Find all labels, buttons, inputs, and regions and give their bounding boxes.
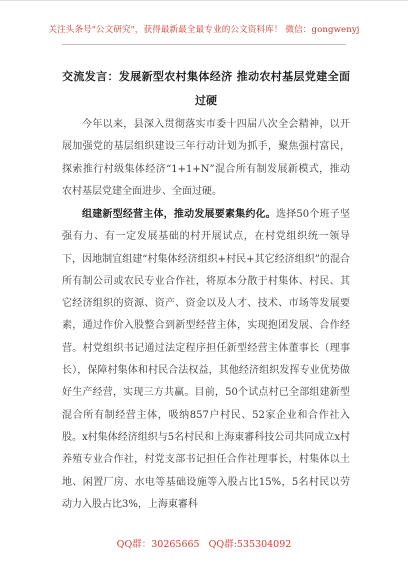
header-divider [62,44,346,45]
document-title: 交流发言：发展新型农村集体经济 推动农村基层党建全面过硬 [62,70,350,107]
body-paragraph [62,204,350,516]
footer-contact [0,536,408,550]
paragraph-heading: 组建新型经营主体，推动发展要素集约化。 [82,209,277,220]
paragraph-text: 今年以来，县深入贯彻落实市委十四届八次全会精神，以开展加强党的基层组织建设三年行动计划为抓手，聚焦强村富民，探索推行村级集体经济“1+1+N”混合所有制发展新模式，推动农村基层党建全面进步、全面过硬。 [62,119,350,197]
qq-group-1: QQ群：30265665 [116,539,200,550]
qq-group-2: QQ群:535304092 [208,539,292,550]
body-paragraph [62,114,350,203]
header-promo-note: 关注头条号"公文研究"，获得最新最全最专业的公文资料库！ 微信：gongwenyj [48,25,360,35]
paragraph-text: 选择50个班子坚强有力、有一定发展基础的村开展试点，在村党组织统一领导下，因地制宜组建“村集体经济组织+村民+其它经济组织”的混合所有制公司或农民专业合作社，将原本分散于村集体、村民、其它经济组织的资源、资产、资金以及人才、技术、市场等发展要素，通过作价入股整合到新型经营主体，实现抱团发展、合作经营。村党组织书记通过法定程序担任新型经营主体董事长（理事长），保障村集体和村民合法权益，其他经济组织发挥专业优势做好生产经营，实现三方共赢。目前，50个试点村已全部组建新型混合所有制经营主体，吸纳857户村民、52家企业和合作社入股。x村集体经济组织与5名村民和上海東審科技公司共同成立x村养殖专业合作社，村党支部书记担任合作社理事长，村集体以土地、闲置厂房、水电等基础设施等入股占比15%，5名村民以劳动力入股占比3%，上海東審科 [62,209,351,510]
